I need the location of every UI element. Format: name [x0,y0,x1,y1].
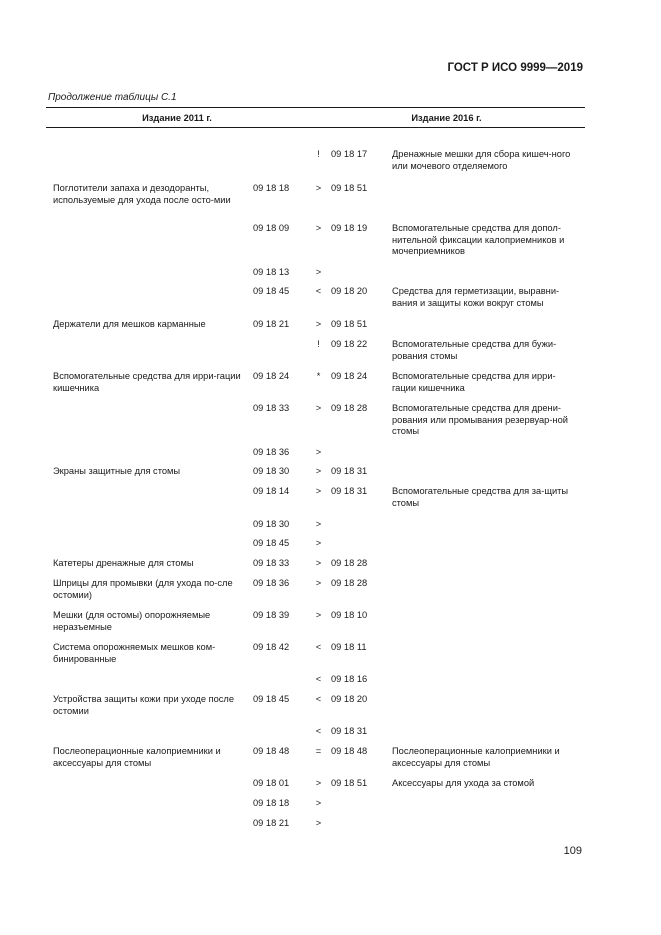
name-2011-cell [46,674,253,686]
code-2011-cell: 09 18 21 [253,319,290,329]
name-2011-cell [46,519,253,531]
name-2016-cell: Вспомогательные средства для ирри-гации кишечника [392,371,556,393]
table-row [46,267,585,279]
relation-cell: = [315,746,322,756]
name-2016-cell [392,183,585,206]
relation-cell: ! [317,339,320,349]
code-2011-cell: 09 18 33 [253,403,290,413]
table-row [46,447,585,459]
name-2011-cell: Экраны защитные для стомы [53,466,181,476]
name-2011-cell [46,726,253,738]
table-row [46,818,585,830]
code-2016-cell: 09 18 48 [331,746,368,756]
relation-cell: > [315,558,322,568]
code-2011-cell [253,674,308,686]
name-2011-cell: Держатели для мешков карманные [53,319,206,329]
name-2016-cell [392,798,585,810]
table-row [46,746,585,769]
name-2016-cell: Послеоперационные калоприемники и аксессуары для стомы [392,746,560,768]
name-2016-cell [392,610,585,633]
name-2011-cell: Катетеры дренажные для стомы [53,558,194,568]
code-2016-cell: 09 18 10 [331,610,368,620]
relation-cell: > [315,183,322,193]
name-2016-cell [392,642,585,665]
document-code: ГОСТ Р ИСО 9999—2019 [447,62,583,74]
table-row [46,519,585,531]
code-2016-cell: 09 18 51 [331,778,368,788]
table-header [46,107,585,128]
name-2011-cell: Послеоперационные калоприемники и аксессуары для стомы [53,746,221,768]
code-2011-cell: 09 18 36 [253,447,290,457]
header-edition-2011: Издание 2011 г. [142,112,212,123]
name-2011-cell: Шприцы для промывки (для ухода по-сле остомии) [53,578,233,600]
name-2011-cell: Поглотители запаха и дезодоранты, используемые для ухода после осто-мии [53,183,231,205]
table-row [46,319,585,331]
name-2016-cell [392,447,585,459]
table-row [46,642,585,665]
code-2011-cell: 09 18 14 [253,486,290,496]
code-2011-cell: 09 18 45 [253,538,290,548]
relation-cell: < [315,726,322,736]
code-2016-cell [329,447,392,459]
table-row [46,371,585,394]
code-2016-cell: 09 18 22 [331,339,368,349]
name-2016-cell [392,466,585,478]
name-2016-cell: Аксессуары для ухода за стомой [392,778,535,788]
name-2011-cell: Система опорожняемых мешков ком-бинированные [53,642,216,664]
name-2016-cell [392,319,585,331]
page-number: 109 [563,845,582,857]
name-2016-cell: Вспомогательные средства для за-щиты стомы [392,486,569,508]
relation-cell: * [316,371,321,381]
name-2016-cell [392,694,585,717]
name-2016-cell [392,726,585,738]
name-2011-cell [46,447,253,459]
relation-cell: > [315,403,322,413]
code-2016-cell: 09 18 28 [331,403,368,413]
name-2016-cell [392,674,585,686]
code-2011-cell: 09 18 39 [253,610,290,620]
name-2011-cell: Вспомогательные средства для ирри-гации кишечника [53,371,241,393]
table-row [46,223,585,258]
name-2011-cell [46,403,253,438]
code-2016-cell: 09 18 16 [331,674,368,684]
code-2011-cell: 09 18 13 [253,267,290,277]
code-2016-cell: 09 18 31 [331,466,368,476]
name-2011-cell: Мешки (для остомы) опорожняемые неразъемные [53,610,211,632]
table-row [46,674,585,686]
name-2011-cell [46,286,253,309]
name-2011-cell [46,538,253,550]
name-2011-cell [46,223,253,258]
name-2016-cell: Дренажные мешки для сбора кишеч-ного или мочевого отделяемого [392,149,571,171]
code-2016-cell: 09 18 20 [331,286,368,296]
code-2011-cell: 09 18 18 [253,183,290,193]
relation-cell: > [315,223,322,233]
table-row [46,726,585,738]
code-2016-cell: 09 18 28 [331,558,368,568]
relation-cell: > [315,447,322,457]
code-2016-cell: 09 18 31 [331,726,368,736]
relation-cell: < [315,642,322,652]
table-row [46,403,585,438]
code-2011-cell [253,339,308,362]
name-2016-cell [392,267,585,279]
relation-cell: > [315,818,322,828]
table-row [46,578,585,601]
table-row [46,339,585,362]
table-row [46,538,585,550]
table-row [46,798,585,810]
relation-cell: < [315,694,322,704]
relation-cell: < [315,674,322,684]
name-2016-cell [392,578,585,601]
name-2011-cell [46,267,253,279]
code-2011-cell: 09 18 18 [253,798,290,808]
name-2016-cell [392,519,585,531]
table-row [46,466,585,478]
code-2011-cell: 09 18 42 [253,642,290,652]
name-2016-cell: Вспомогательные средства для дрени-рования или промывания резервуар-ной стомы [392,403,568,437]
name-2011-cell [46,798,253,810]
code-2011-cell [253,726,308,738]
relation-cell: > [315,319,322,329]
code-2016-cell [329,519,392,531]
table-caption: Продолжение таблицы С.1 [48,92,177,103]
relation-cell: ! [317,149,320,159]
code-2011-cell: 09 18 45 [253,694,290,704]
code-2011-cell: 09 18 21 [253,818,290,828]
name-2011-cell [46,486,253,509]
relation-cell: > [315,519,322,529]
code-2016-cell: 09 18 17 [331,149,368,159]
code-2011-cell: 09 18 24 [253,371,290,381]
code-2016-cell [329,818,392,830]
name-2011-cell [46,778,253,790]
table-row [46,558,585,570]
correspondence-table [46,107,585,828]
table-row [46,183,585,206]
relation-cell: > [315,578,322,588]
relation-cell: > [315,466,322,476]
relation-cell: > [315,610,322,620]
code-2016-cell: 09 18 24 [331,371,368,381]
code-2011-cell: 09 18 33 [253,558,290,568]
code-2016-cell: 09 18 20 [331,694,368,704]
relation-cell: > [315,538,322,548]
code-2016-cell: 09 18 19 [331,223,368,233]
code-2011-cell: 09 18 30 [253,519,290,529]
name-2011-cell [46,818,253,830]
code-2011-cell: 09 18 09 [253,223,290,233]
code-2011-cell: 09 18 48 [253,746,290,756]
code-2016-cell [329,538,392,550]
code-2011-cell [253,149,308,172]
code-2011-cell: 09 18 36 [253,578,290,588]
table-row [46,778,585,790]
name-2016-cell: Вспомогательные средства для бужи-рования стомы [392,339,557,361]
code-2016-cell: 09 18 51 [331,183,368,193]
code-2011-cell: 09 18 30 [253,466,290,476]
code-2016-cell: 09 18 31 [331,486,368,496]
code-2016-cell: 09 18 11 [331,642,367,652]
header-edition-2016: Издание 2016 г. [411,112,482,123]
table-row [46,149,585,172]
code-2016-cell: 09 18 51 [331,319,368,329]
table-row [46,610,585,633]
relation-cell: > [315,798,322,808]
relation-cell: > [315,267,322,277]
name-2016-cell [392,558,585,570]
name-2011-cell: Устройства защиты кожи при уходе после остомии [53,694,235,716]
code-2016-cell [329,267,392,279]
code-2016-cell [329,798,392,810]
table-row [46,286,585,309]
table-row [46,486,585,509]
name-2016-cell: Средства для герметизации, выравни-вания и защиты кожи вокруг стомы [392,286,560,308]
name-2016-cell [392,538,585,550]
code-2011-cell: 09 18 01 [253,778,290,788]
name-2016-cell [392,818,585,830]
relation-cell: > [315,486,322,496]
name-2011-cell [46,339,253,362]
code-2016-cell: 09 18 28 [331,578,368,588]
table-row [46,694,585,717]
relation-cell: > [315,778,322,788]
name-2011-cell [46,149,253,172]
relation-cell: < [315,286,322,296]
name-2016-cell: Вспомогательные средства для допол-нительной фиксации калоприемников и мочеприемников [392,223,565,257]
code-2011-cell: 09 18 45 [253,286,290,296]
